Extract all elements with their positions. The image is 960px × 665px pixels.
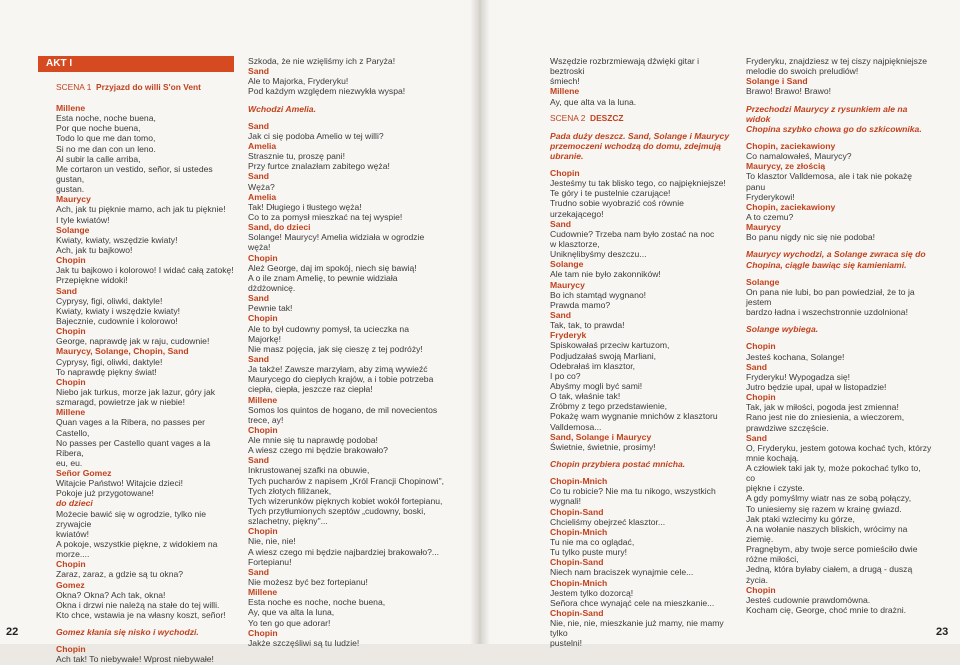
- dialogue-line: A człowiek taki jak ty, może pokochać tylko to, co: [746, 463, 924, 484]
- dialogue-line: Bajecznie, cudownie i kolorowo!: [56, 315, 178, 326]
- dialogue-line: Me cortaron un vestido, señor, si ustedes gustan,: [56, 163, 216, 184]
- blank-line: [248, 114, 444, 121]
- dialogue-line: Valldemosa...: [550, 421, 602, 432]
- dialogue-line: Zaraz, zaraz, a gdzie są tu okna?: [56, 569, 184, 580]
- dialogue-line: Inkrustowanej szafki na obuwie,: [248, 465, 370, 476]
- dialogue-line: Pewnie tak!: [248, 303, 293, 314]
- dialogue-line: A wiesz czego mi będzie najbardziej brakowało?...: [248, 546, 440, 557]
- dialogue-line: Pragnębym, aby twoje serce pomieściło dwie: [746, 544, 918, 555]
- speaker-name: Maurycy: [56, 194, 91, 205]
- dialogue-line: prawdziwe szczęście.: [746, 422, 829, 433]
- speaker-name: Chopin-Mnich: [550, 476, 608, 487]
- dialogue-line: I po co?: [550, 370, 581, 381]
- speaker-name: Sand: [248, 171, 270, 182]
- text-column-4: [746, 56, 932, 615]
- speaker-name: Chopin: [56, 326, 86, 337]
- speaker-name: Chopin: [248, 252, 278, 263]
- dialogue-line: Pokażę wam wygnanie mnichów z klasztoru: [550, 411, 718, 422]
- dialogue-line: Przy furtce znalazłam zabitego węża!: [248, 161, 390, 172]
- dialogue-line: Nie, nie, nie, mieszkanie już mamy, nie mamy tylko: [550, 618, 727, 639]
- dialogue-line: Jesteś kochana, Solange!: [746, 351, 845, 362]
- dialogue-line: Kwiaty, kwiaty, wszędzie kwiaty!: [56, 234, 178, 245]
- scene-1-title: Przyjazd do willi S'on Vent: [96, 82, 201, 92]
- dialogue-line: Świetnie, świetnie, prosimy!: [550, 441, 656, 452]
- dialogue-line: Ay, que va alta la luna,: [248, 607, 335, 618]
- dialogue-line: Nie, nie, nie!: [248, 536, 296, 547]
- dialogue-line: Por que noche buena,: [56, 123, 141, 134]
- dialogue-line: Nie możesz być bez fortepianu!: [248, 577, 368, 588]
- dialogue-line: Nie masz pojęcia, jak się cieszę z tej podróży!: [248, 343, 423, 354]
- dialogue-line: Jestem tylko dozorcą!: [550, 587, 634, 598]
- stage-direction: Chopina, ciągle bawiąc się kamieniami.: [746, 259, 907, 270]
- dialogue-line: Wszędzie rozbrzmiewają dźwięki gitar i beztroski: [550, 56, 702, 77]
- speaker-name: Amelia: [248, 140, 277, 151]
- speaker-name: Amelia: [248, 191, 277, 202]
- speaker-name: Sand, do dzieci: [248, 222, 311, 233]
- speaker-name: Solange i Sand: [746, 76, 808, 87]
- dialogue-line: Co to za pomysł mieszkać na tej wyspie!: [248, 211, 403, 222]
- dialogue-line: A gdy pomyślmy wiatr nas ze sobą połączy,: [746, 493, 912, 504]
- blank-line: [746, 334, 932, 341]
- dialogue-line: O tak, właśnie tak!: [550, 391, 621, 402]
- dialogue-line: No passes per Castello quant vages a la Ribera,: [56, 437, 213, 458]
- dialogue-line: Cudownie? Trzeba nam było zostać na noc: [550, 228, 715, 239]
- dialogue-line: szmaragd, powietrze jak w niebie!: [56, 397, 185, 408]
- dialogue-line: Strasznie tu, proszę pani!: [248, 151, 345, 162]
- dialogue-line: Maurycego do ciepłych krajów, a i tobie potrzeba: [248, 374, 434, 385]
- dialogue-line: Prawda mamo?: [550, 299, 611, 310]
- dialogue-line: bardzo ładna i wszechstronnie uzdolniona!: [746, 307, 908, 318]
- speaker-name: Chopin: [248, 526, 278, 537]
- dialogue-line: Jesteś cudownie prawdomówna.: [746, 594, 871, 605]
- act-banner: AKT I: [38, 56, 234, 72]
- speaker-name: Chopin, zaciekawiony: [746, 140, 836, 151]
- dialogue-line: szlachetny, piękny"...: [248, 516, 328, 527]
- dialogue-line: śmiech!: [550, 76, 580, 87]
- speaker-name: Maurycy: [746, 222, 781, 233]
- dialogue-line: Solange! Maurycy! Amelia widziała w ogrodzie węża!: [248, 232, 427, 253]
- speaker-name: Sand: [248, 455, 270, 466]
- blank-line: [56, 620, 236, 627]
- stage-direction: Solange wybiega.: [746, 324, 819, 335]
- speaker-name: Maurycy, ze złością: [746, 161, 826, 172]
- blank-line: [746, 317, 932, 324]
- dialogue-line: Fortepianu!: [248, 556, 292, 567]
- stage-direction: Wchodzi Amelia.: [248, 103, 316, 114]
- dialogue-line: Spiskowałaś przeciw kartuzom,: [550, 340, 670, 351]
- speaker-name: Sand: [746, 432, 768, 443]
- speaker-name: Sand: [248, 566, 270, 577]
- dialogue-line: Esta noche, noche buena,: [56, 113, 156, 124]
- speaker-name: Chopin: [56, 644, 86, 655]
- dialogue-line: A pokoje, wszystkie piękne, z widokiem na morze....: [56, 539, 220, 560]
- stage-direction: Przechodzi Maurycy z rysunkiem ale na widok: [746, 103, 910, 124]
- dialogue-line: Yo ten go que adorar!: [248, 617, 331, 628]
- dialogue-line: George, naprawdę jak w raju, cudownie!: [56, 336, 210, 347]
- speaker-name: Sand, Solange i Maurycy: [550, 431, 652, 442]
- dialogue-line: Jutro będzie upał, upał w listopadzie!: [746, 381, 887, 392]
- blank-line: [746, 134, 932, 141]
- speaker-name: Chopin: [248, 424, 278, 435]
- dialogue-line: Tak! Długiego i tłustego węża!: [248, 201, 362, 212]
- blank-line: [746, 242, 932, 249]
- dialogue-line: Bo ich stamtąd wygnano!: [550, 289, 647, 300]
- dialogue-line: Fryderyku, znajdziesz w tej ciszy najpiękniejsze: [746, 56, 928, 66]
- speaker-name: Chopin: [248, 627, 278, 638]
- stage-direction: Gomez kłania się nisko i wychodzi.: [56, 627, 199, 638]
- speaker-name: Chopin, zaciekawiony: [746, 201, 836, 212]
- speaker-name: Señor Gomez: [56, 468, 112, 479]
- dialogue-line: Fryderykowi!: [746, 191, 795, 202]
- speaker-name: Chopin-Sand: [550, 607, 604, 618]
- dialogue-line: Tych wizerunków pięknych kobiet wokół fortepianu,: [248, 495, 443, 506]
- dialogue-line: Tych złotych filiżanek,: [248, 485, 332, 496]
- dialogue-line: To klasztor Valldemosa, ale i tak nie pokażę panu: [746, 171, 915, 192]
- speaker-name: Sand: [56, 285, 78, 296]
- dialogue-line: eu, eu.: [56, 457, 83, 468]
- speaker-name: Solange: [746, 276, 780, 287]
- dialogue-line: trece, ay!: [248, 414, 284, 425]
- dialogue-line: Kocham cię, George, choć mnie to drażni.: [746, 605, 907, 616]
- dialogue-line: ciepła, ciepła, jeszcze raz ciepła!: [248, 384, 373, 395]
- speaker-name: Chopin: [550, 168, 580, 179]
- blank-line: [248, 97, 444, 104]
- stage-direction: Maurycy wychodzi, a Solange zwraca się do: [746, 249, 926, 260]
- text-column-2: [248, 56, 444, 648]
- speaker-name: Chopin-Mnich: [550, 577, 608, 588]
- stage-direction: Pada duży deszcz. Sand, Solange i Maurycy: [550, 130, 730, 141]
- dialogue-line: To naprawdę piękny świat!: [56, 366, 157, 377]
- dialogue-line: wygnali!: [550, 496, 582, 507]
- speaker-name: Chopin: [56, 376, 86, 387]
- dialogue-line: On pana nie lubi, bo pan powiedział, że to ja jestem: [746, 286, 918, 307]
- blank-line: [550, 161, 734, 168]
- speaker-name: Gomez: [56, 579, 85, 590]
- speaker-name: Millene: [248, 394, 278, 405]
- speaker-name: Fryderyk: [550, 330, 587, 341]
- dialogue-line: Węża?: [248, 181, 275, 192]
- dialogue-line: Niebo jak turkus, morze jak lazur, góry jak: [56, 386, 216, 397]
- dialogue-line: Przepiękne widoki!: [56, 275, 128, 286]
- speaker-name: Sand: [248, 293, 270, 304]
- blank-line: [746, 270, 932, 277]
- dialogue-line: melodie do swoich preludiów!: [746, 66, 859, 77]
- speaker-name: Chopin: [746, 341, 776, 352]
- dialogue-line: Bo panu nigdy nic się nie podoba!: [746, 232, 876, 243]
- speaker-name: Chopin-Sand: [550, 557, 604, 568]
- speaker-name: Sand: [248, 66, 270, 77]
- speaker-name: Maurycy, Solange, Chopin, Sand: [56, 346, 189, 357]
- dialogue-line: różne miłości,: [746, 554, 799, 565]
- dialogue-line: Chcieliśmy obejrzeć klasztor...: [550, 516, 666, 527]
- speaker-name: Chopin: [56, 559, 86, 570]
- dialogue-line: Ale tam nie było zakonników!: [550, 269, 661, 280]
- blank-line: [550, 124, 734, 131]
- dialogue-line: Te góry i te pustelnie czarujące!: [550, 188, 671, 199]
- dialogue-line: pustelni!: [550, 638, 583, 649]
- stage-direction: przemoczeni wchodzą do domu, zdejmują ubranie.: [550, 140, 724, 161]
- dialogue-line: Jesteśmy tu tak blisko tego, co najpiękniejsze!: [550, 178, 726, 189]
- speaker-name: Chopin: [56, 255, 86, 266]
- dialogue-line: Ach, jak tu bajkowo!: [56, 244, 133, 255]
- dialogue-line: w klasztorze,: [550, 239, 600, 250]
- dialogue-line: Trudno sobie wyobrazić coś równie urzekającego!: [550, 198, 687, 219]
- speaker-name: Millene: [248, 587, 278, 598]
- dialogue-line: Okna? Okna? Ach tak, okna!: [56, 589, 166, 600]
- dialogue-line: Co namalowałeś, Maurycy?: [746, 151, 852, 162]
- dialogue-line: Al subir la calle arriba,: [56, 153, 141, 164]
- dialogue-line: Ach tak! To niebywałe! Wprost niebywałe!: [56, 654, 214, 665]
- dialogue-line: Tych przytłumionych szeptów „cudowny, boski,: [248, 506, 426, 517]
- dialogue-line: A wiesz czego mi będzie brakowało?: [248, 445, 388, 456]
- dialogue-line: Jedną, która byłaby ciałem, a drugą - duszą życia.: [746, 564, 915, 585]
- dialogue-line: Okna i drzwi nie należą na stałe do tej willi.: [56, 599, 220, 610]
- speaker-name: Sand: [746, 361, 768, 372]
- dialogue-line: A na wołanie naszych bliskich, wrócimy na ziemię.: [746, 523, 910, 545]
- dialogue-line: Somos los quintos de hogano, de mil novecientos: [248, 404, 438, 415]
- dialogue-line: Witajcie Państwo! Witajcie dzieci!: [56, 478, 184, 489]
- scene-2-number: SCENA 2: [550, 112, 586, 123]
- dialogue-line: Jak ci się podoba Amelio w tej willi?: [248, 130, 384, 141]
- dialogue-line: O, Fryderyku, jestem gotowa kochać tych, którzy: [746, 442, 932, 453]
- dialogue-line: Możecie bawić się w ogrodzie, tylko nie zrywajcie: [56, 508, 209, 529]
- dialogue-line: Señora chce wynająć cele na mieszkanie...: [550, 597, 715, 608]
- dialogue-line: Fryderyku! Wypogadza się!: [746, 371, 851, 382]
- dialogue-line: Co tu robicie? Nie ma tu nikogo, wszystkich: [550, 486, 716, 497]
- dialogue-line: Tak, jak w miłości, pogoda jest zmienna!: [746, 402, 899, 413]
- dialogue-line: Ale to Majorka, Fryderyku!: [248, 76, 349, 87]
- dialogue-line: Abyśmy mogli być sami!: [550, 380, 643, 391]
- dialogue-line: Si no me dan con un leno.: [56, 143, 156, 154]
- speaker-name: Millene: [550, 86, 580, 97]
- dialogue-line: Pokoje już przygotowane!: [56, 488, 154, 499]
- dialogue-line: Ja także! Zawsze marzyłam, aby zimą wywieźć: [248, 364, 428, 375]
- blank-line: [746, 97, 932, 104]
- dialogue-line: Podjudzałaś swoją Marliani,: [550, 350, 657, 361]
- dialogue-line: Jak ptaki wzlecimy ku górze,: [746, 513, 855, 524]
- speaker-name: Sand: [248, 120, 270, 131]
- dialogue-line: Esta noche es noche, noche buena,: [248, 597, 386, 608]
- dialogue-line: Brawo! Brawo! Brawo!: [746, 86, 832, 97]
- dialogue-line: Kwiaty, kwiaty i wszędzie kwiaty!: [56, 305, 181, 316]
- dialogue-line: Quan vages a la Ribera, no passes per Castello,: [56, 417, 208, 438]
- scene-2-title: DESZCZ: [590, 112, 624, 123]
- speaker-name: Chopin: [248, 313, 278, 324]
- speaker-name: Sand: [550, 218, 572, 229]
- speaker-name: Chopin: [746, 392, 776, 403]
- dialogue-line: Rano jest nie do zniesienia, a wieczorem,: [746, 412, 905, 423]
- dialogue-line: Tu tylko puste mury!: [550, 547, 628, 558]
- dialogue-line: Tu nie ma co oglądać,: [550, 536, 635, 547]
- dialogue-line: mnie kochają.: [746, 452, 800, 463]
- page-number-left: 22: [6, 626, 19, 638]
- dialogue-line: Ale to był cudowny pomysł, ta ucieczka na Majorkę!: [248, 323, 412, 344]
- text-column-1: [56, 103, 236, 665]
- blank-line: [550, 452, 734, 459]
- dialogue-line: Szkoda, że nie wzięliśmy ich z Paryża!: [248, 56, 396, 66]
- dialogue-line: Tak, tak, to prawda!: [550, 320, 625, 331]
- book-gutter: [470, 0, 490, 644]
- speaker-name: Millene: [56, 103, 86, 113]
- blank-line: [550, 469, 734, 476]
- speaker-name: Chopin: [746, 584, 776, 595]
- dialogue-line: Ale mnie się tu naprawdę podoba!: [248, 435, 378, 446]
- dialogue-line: Jak tu bajkowo i kolorowo! I widać całą zatokę!: [56, 265, 234, 276]
- dialogue-line: Zróbmy z tego przedstawienie,: [550, 401, 668, 412]
- speaker-name: Maurycy: [550, 279, 585, 290]
- speaker-name: Sand: [550, 310, 572, 320]
- scene-2-heading: [550, 114, 734, 124]
- speaker-name: Chopin-Mnich: [550, 526, 608, 537]
- dialogue-line: kwiatów!: [56, 528, 89, 539]
- dialogue-line: A to czemu?: [746, 211, 794, 222]
- dialogue-line: Cyprysy, figi, oliwki, daktyle!: [56, 356, 163, 367]
- dialogue-line: Pod każdym względem niezwykła wyspa!: [248, 86, 406, 97]
- dialogue-line: gustan.: [56, 184, 85, 195]
- dialogue-line: Tych pucharów z napisem „Król Francji Chopinowi",: [248, 475, 445, 486]
- dialogue-line: piękne i czyste.: [746, 483, 805, 494]
- dialogue-line: I tyle kwiatów!: [56, 214, 110, 225]
- dialogue-line: Kto chce, wstawia je na własny koszt, señor!: [56, 610, 226, 621]
- dialogue-line: To uniesiemy się razem w krainę gwiazd.: [746, 503, 902, 514]
- text-column-3: [550, 56, 734, 649]
- blank-line: [56, 637, 236, 644]
- scene-1-heading: [56, 83, 246, 93]
- dialogue-line: A o ile znam Amelię, to pewnie widziała dżdżownicę.: [248, 272, 400, 293]
- dialogue-line: Uniknęlibyśmy deszczu...: [550, 249, 647, 260]
- scene-1-number: SCENA 1: [56, 82, 92, 92]
- speaker-name: Solange: [56, 224, 90, 235]
- dialogue-line: Cyprysy, figi, oliwki, daktyle!: [56, 295, 163, 306]
- speaker-name: Sand: [248, 353, 270, 364]
- dialogue-line: Ależ George, daj im spokój, niech się bawią!: [248, 262, 417, 273]
- dialogue-line: Ay, que alta va la luna.: [550, 96, 637, 107]
- dialogue-line: Jakże szczęśliwi są tu ludzie!: [248, 637, 360, 648]
- page-number-right: 23: [936, 626, 949, 638]
- dialogue-line: Niech nam braciszek wynajmie cele...: [550, 567, 694, 578]
- speaker-name: Millene: [56, 407, 86, 418]
- dialogue-line: Todo lo que me dan tomo,: [56, 133, 156, 144]
- stage-direction: Chopina szybko chowa go do szkicownika.: [746, 123, 922, 134]
- stage-note: do dzieci: [56, 498, 93, 509]
- dialogue-line: Odebrałaś im klasztor,: [550, 360, 636, 371]
- speaker-name: Solange: [550, 259, 584, 270]
- stage-direction: Chopin przybiera postać mnicha.: [550, 458, 686, 469]
- dialogue-line: Ach, jak tu pięknie mamo, ach jak tu pięknie!: [56, 204, 226, 215]
- speaker-name: Chopin-Sand: [550, 506, 604, 517]
